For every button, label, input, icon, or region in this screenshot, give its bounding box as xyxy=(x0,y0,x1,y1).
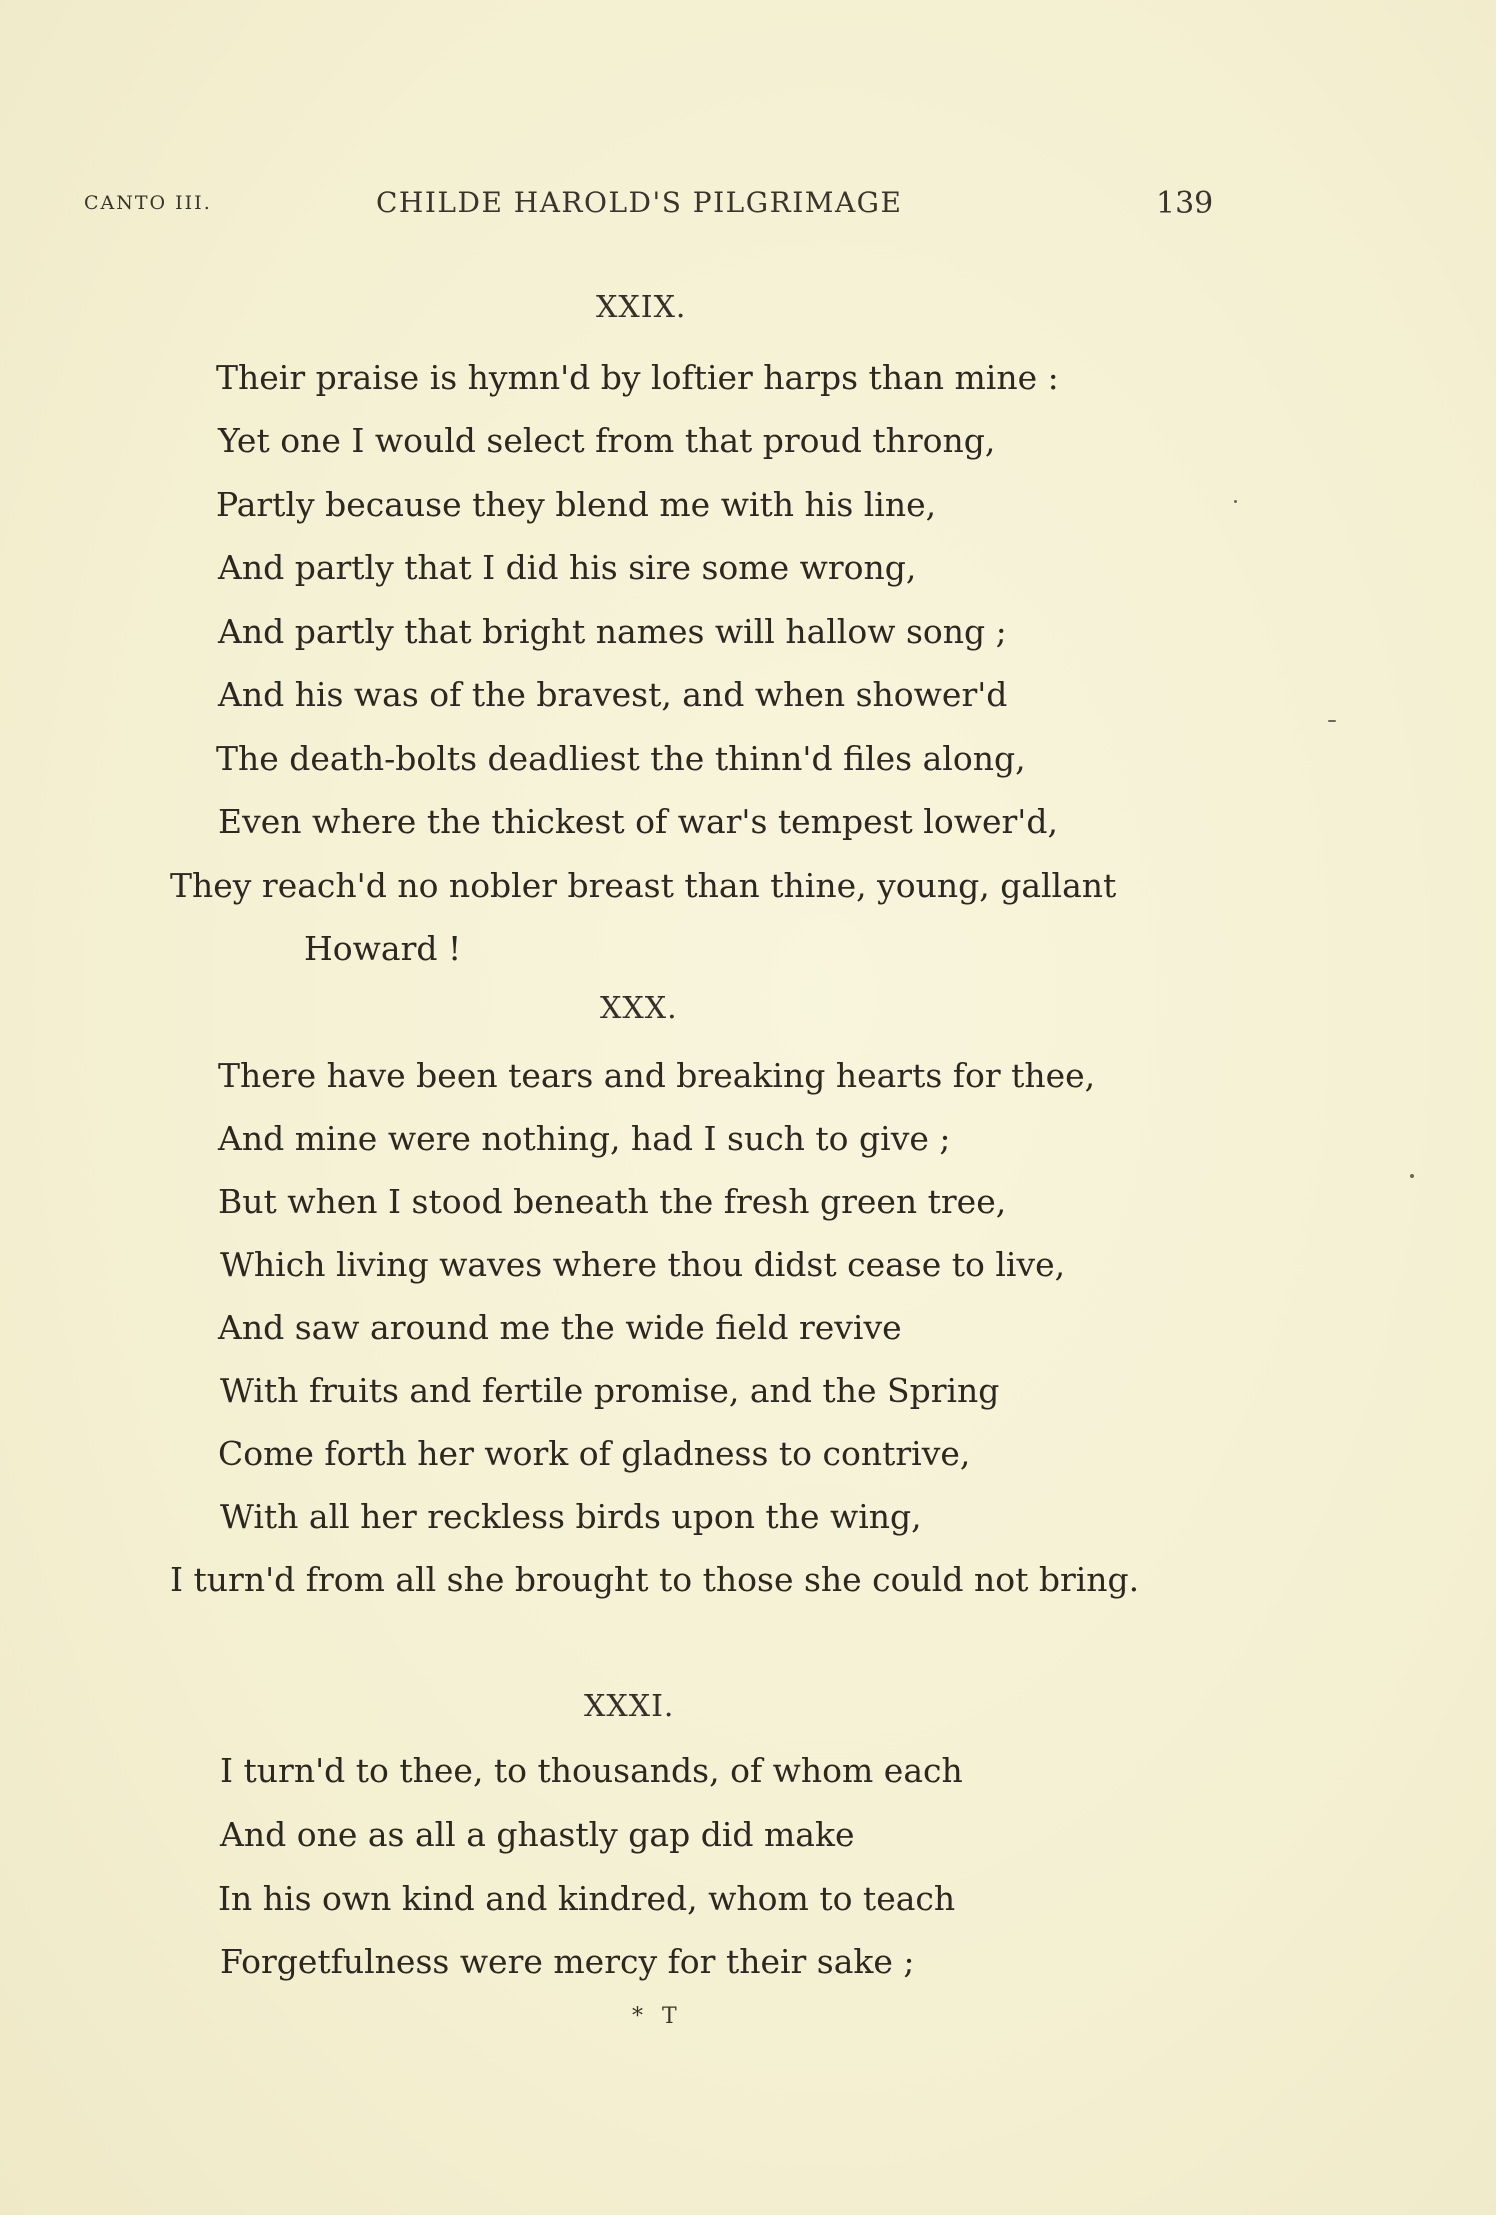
verse-line: And mine were nothing, had I such to give ; xyxy=(218,1119,951,1158)
verse-line: Even where the thickest of war's tempest lower'd, xyxy=(218,802,1058,841)
stanza-numeral: XXIX. xyxy=(596,290,687,325)
print-speck xyxy=(1410,1174,1414,1178)
verse-line: With all her reckless birds upon the wing, xyxy=(220,1497,922,1536)
stanza-numeral: XXX. xyxy=(600,991,678,1026)
signature-mark: * T xyxy=(632,2004,683,2029)
stanza-numeral: XXXI. xyxy=(584,1689,675,1724)
print-speck xyxy=(1234,500,1237,503)
verse-line: But when I stood beneath the fresh green tree, xyxy=(218,1182,1007,1221)
verse-line: There have been tears and breaking hearts for thee, xyxy=(218,1056,1096,1095)
verse-line: Which living waves where thou didst cease to live, xyxy=(220,1245,1066,1284)
page-number: 139 xyxy=(1156,186,1214,221)
verse-line: And his was of the bravest, and when shower'd xyxy=(218,675,1008,714)
verse-line: Howard ! xyxy=(304,929,462,968)
verse-line: And saw around me the wide field revive xyxy=(218,1308,902,1347)
canto-label: CANTO III. xyxy=(84,192,212,214)
book-title: CHILDE HAROLD'S PILGRIMAGE xyxy=(376,186,903,219)
verse-line: With fruits and fertile promise, and the Spring xyxy=(220,1371,1000,1410)
running-header xyxy=(0,186,1496,226)
print-speck xyxy=(1328,720,1336,722)
verse-line: And partly that I did his sire some wrong, xyxy=(218,548,917,587)
verse-line: They reach'd no nobler breast than thine, young, gallant xyxy=(170,866,1117,905)
verse-line: And partly that bright names will hallow song ; xyxy=(218,612,1007,651)
verse-line: Their praise is hymn'd by loftier harps than mine : xyxy=(216,358,1059,397)
verse-line: In his own kind and kindred, whom to teach xyxy=(218,1879,956,1918)
verse-line: Partly because they blend me with his line, xyxy=(216,485,937,524)
verse-line: And one as all a ghastly gap did make xyxy=(220,1815,855,1854)
verse-line: I turn'd from all she brought to those she could not bring. xyxy=(170,1560,1140,1599)
verse-line: The death-bolts deadliest the thinn'd files along, xyxy=(216,739,1026,778)
verse-line: I turn'd to thee, to thousands, of whom each xyxy=(220,1751,963,1790)
verse-line: Come forth her work of gladness to contrive, xyxy=(218,1434,971,1473)
verse-line: Forgetfulness were mercy for their sake ; xyxy=(220,1942,915,1981)
verse-line: Yet one I would select from that proud throng, xyxy=(218,421,996,460)
